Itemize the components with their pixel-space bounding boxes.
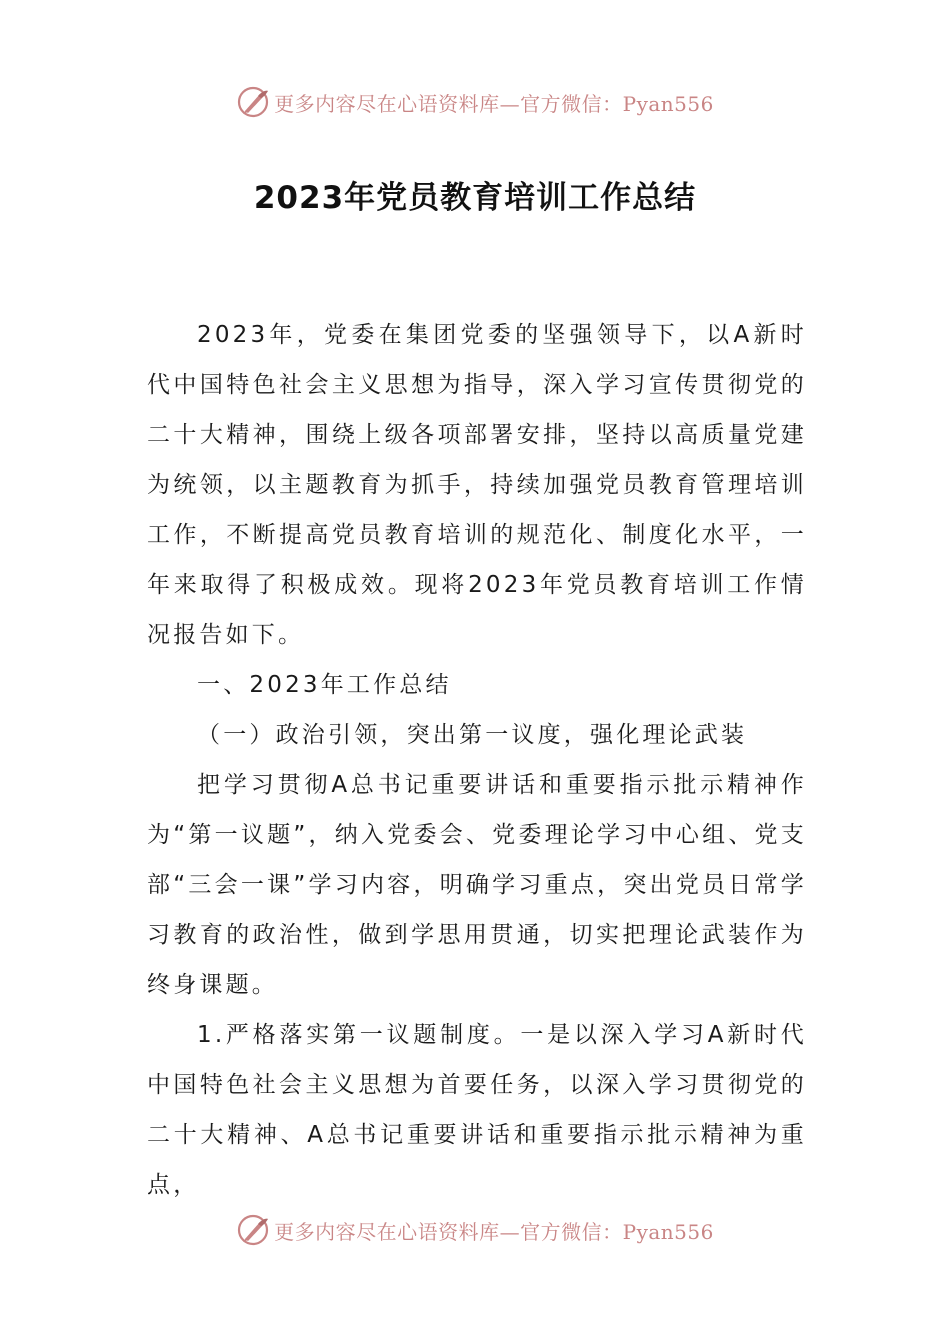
pen-quill-icon xyxy=(236,85,270,119)
banner-text: 更多内容尽在心语资料库—官方微信：Pyan556 xyxy=(274,1219,714,1244)
item-paragraph: 1.严格落实第一议题制度。一是以深入学习A新时代中国特色社会主义思想为首要任务，以深入学习贯彻党的二十大精神、A总书记重要讲话和重要指示批示精神为重点， xyxy=(147,1022,807,1198)
footer-banner xyxy=(0,1210,950,1250)
section-heading: 一、2023年工作总结 xyxy=(197,672,452,698)
intro-paragraph: 2023年，党委在集团党委的坚强领导下，以A新时代中国特色社会主义思想为指导，深入学习宣传贯彻党的二十大精神，围绕上级各项部署安排，坚持以高质量党建为统领，以主题教育为抓手，持续加强党员教育管理培训工作，不断提高党员教育培训的规范化、制度化水平，一年来取得了积极成效。现将2023年党员教育培训工作情况报告如下。 xyxy=(147,322,807,648)
subsection-paragraph: 把学习贯彻A总书记重要讲话和重要指示批示精神作为“第一议题”，纳入党委会、党委理论学习中心组、党支部“三会一课”学习内容，明确学习重点，突出党员日常学习教育的政治性，做到学思用贯通，切实把理论武装作为终身课题。 xyxy=(147,772,807,998)
pen-quill-icon xyxy=(236,1213,270,1247)
header-banner xyxy=(0,82,950,122)
subsection-heading: （一）政治引领，突出第一议度，强化理论武装 xyxy=(197,722,748,748)
page-title: 2023年党员教育培训工作总结 xyxy=(253,180,697,216)
banner-text: 更多内容尽在心语资料库—官方微信：Pyan556 xyxy=(274,91,714,116)
document-body xyxy=(147,310,807,1210)
